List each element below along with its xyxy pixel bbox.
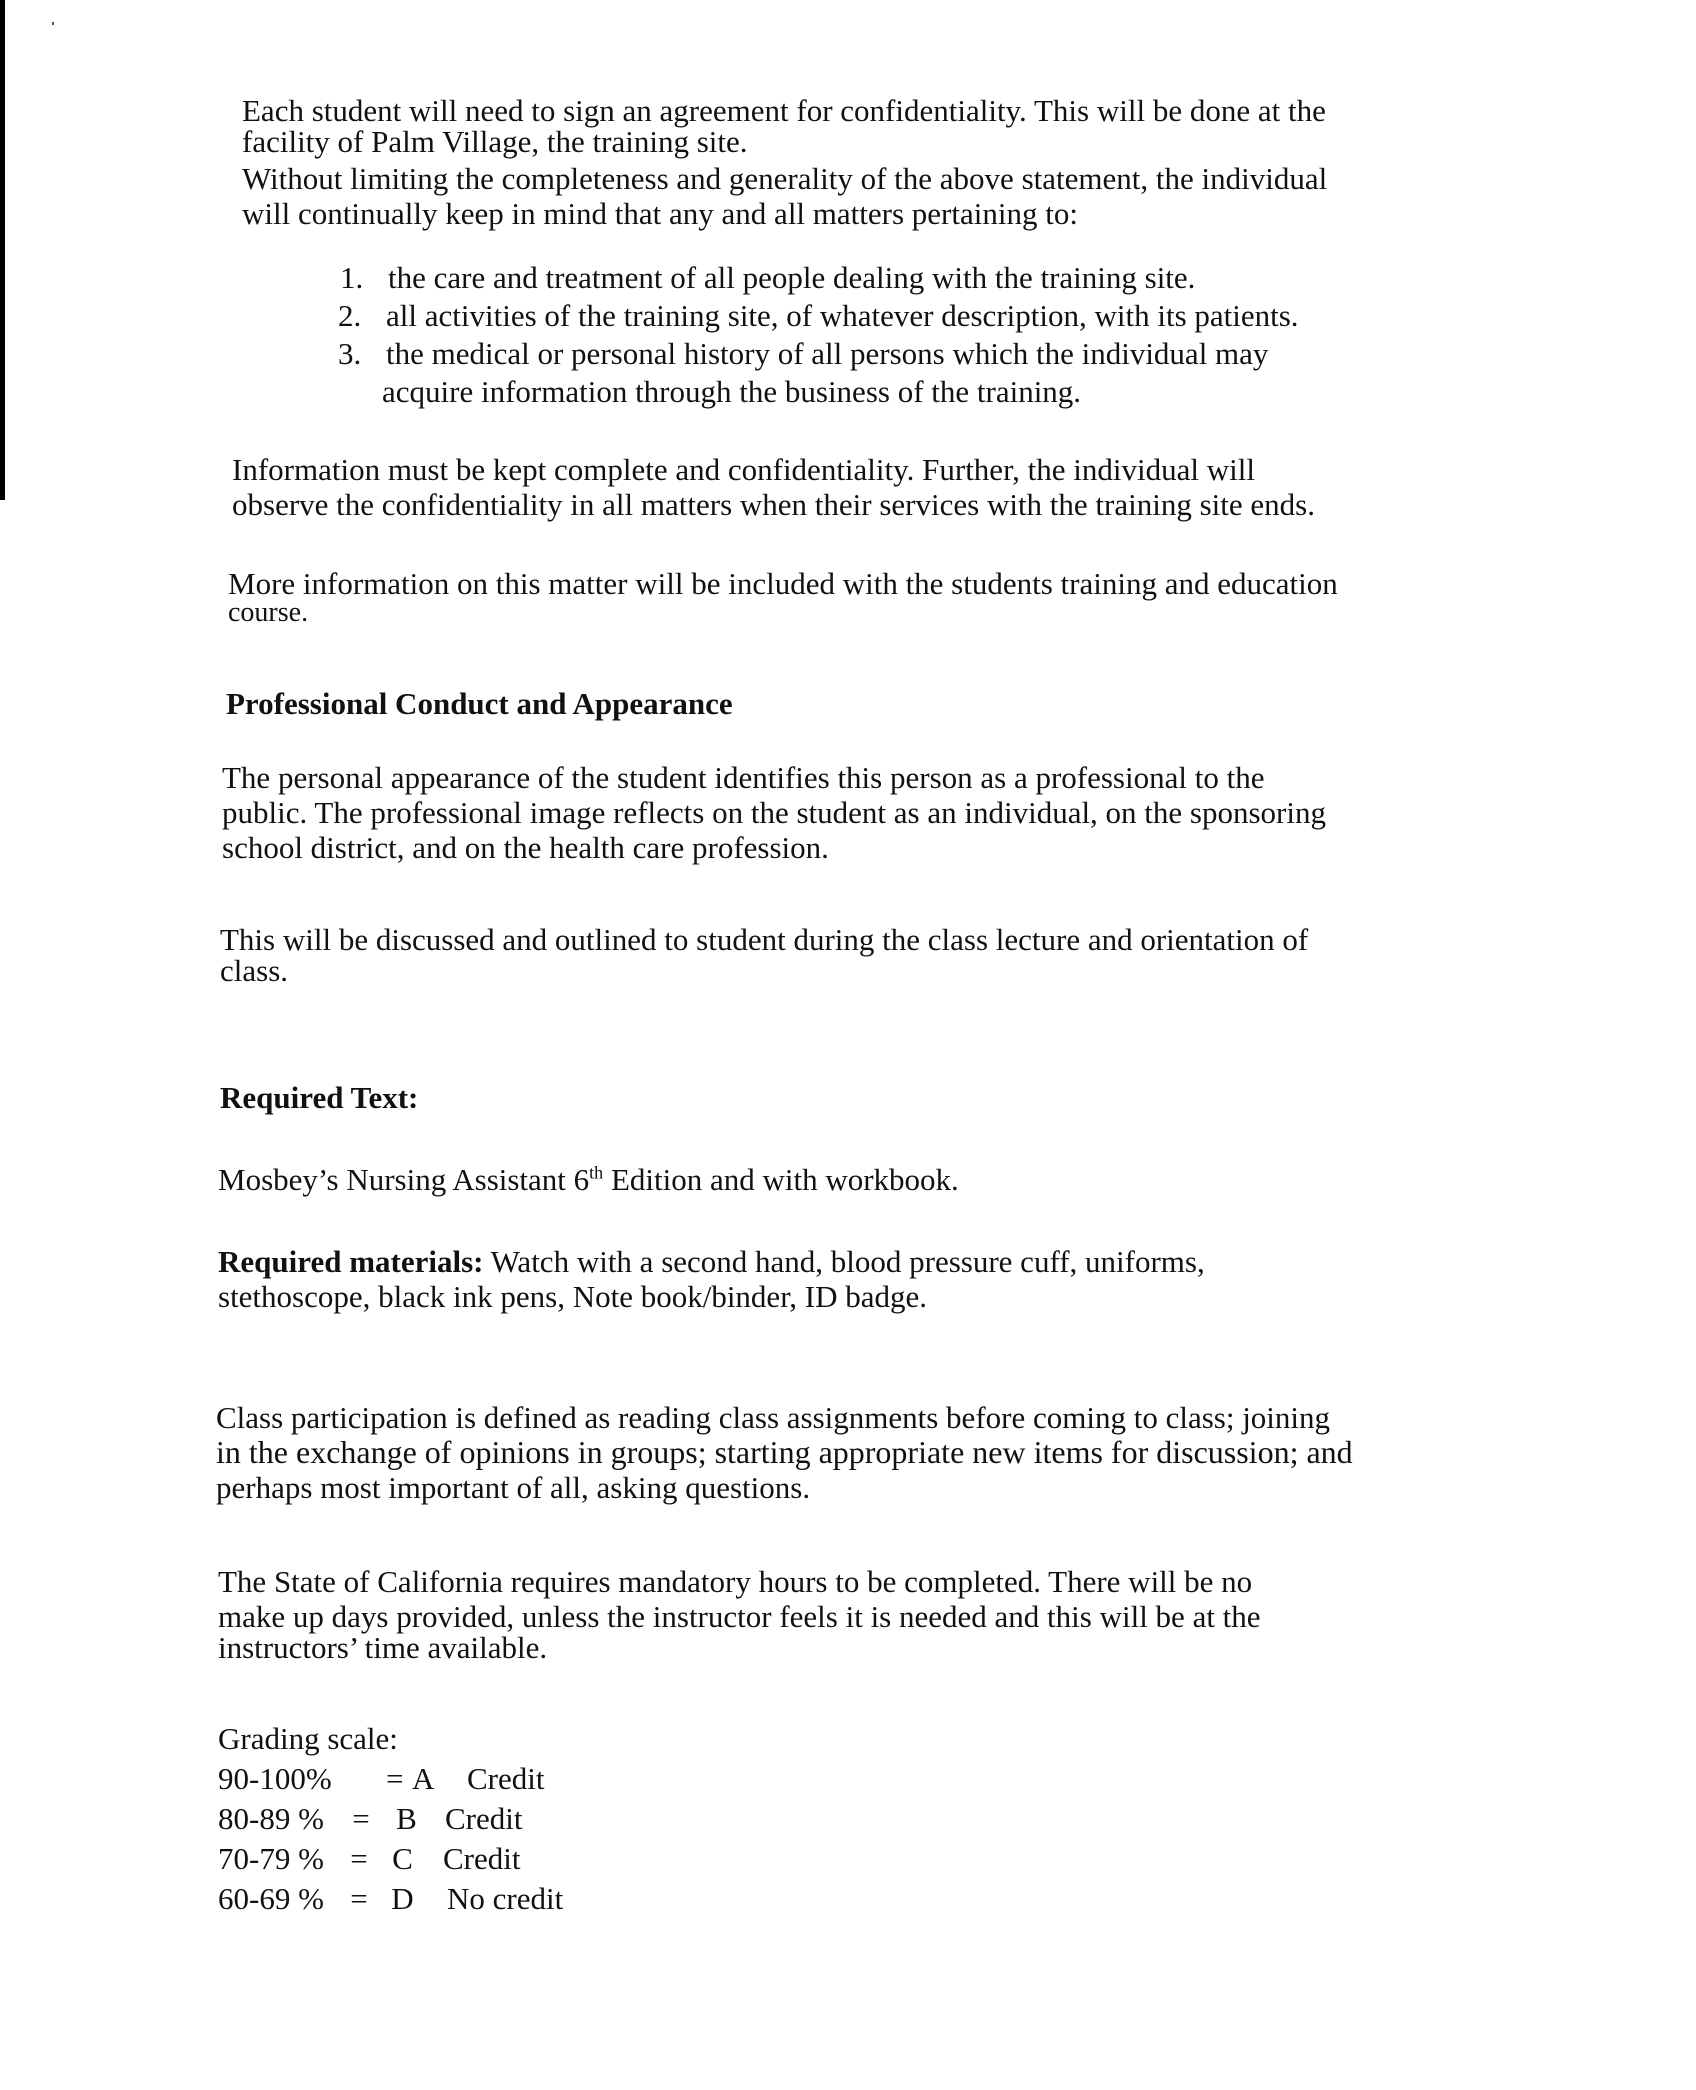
list-text: acquire information through the business of the training. xyxy=(382,374,1082,409)
text-line: Information must be kept complete and confidentiality. Further, the individual will xyxy=(232,452,1255,487)
scan-speck xyxy=(52,22,54,25)
list-text: all activities of the training site, of whatever description, with its patients. xyxy=(386,298,1299,333)
grade-row xyxy=(218,1760,545,1798)
text-line: Without limiting the completeness and generality of the above statement, the individual xyxy=(242,161,1328,196)
list-text: the medical or personal history of all persons which the individual may xyxy=(386,336,1269,371)
text-line: Class participation is defined as reading class assignments before coming to class; joining xyxy=(216,1400,1331,1435)
list-number: 1. xyxy=(340,260,364,295)
text-line: This will be discussed and outlined to student during the class lecture and orientation of xyxy=(220,922,1309,957)
grade-row xyxy=(218,1840,521,1878)
grade-range: 70-79 % xyxy=(218,1841,324,1876)
grade-range: 60-69 % xyxy=(218,1881,324,1916)
grade-row xyxy=(218,1800,523,1838)
text-line: will continually keep in mind that any and all matters pertaining to: xyxy=(242,196,1078,231)
grading-title: Grading scale: xyxy=(218,1721,398,1756)
text-line: instructors’ time available. xyxy=(218,1630,548,1665)
grade-result: No credit xyxy=(447,1881,564,1916)
confidentiality-paragraph xyxy=(232,452,1315,522)
grade-equals: = xyxy=(350,1881,368,1916)
text-line: facility of Palm Village, the training site. xyxy=(242,124,748,159)
grade-range: 90-100% xyxy=(218,1761,332,1796)
list-item-continuation xyxy=(382,374,1081,409)
text-line: school district, and on the health care profession. xyxy=(222,830,829,865)
text-line xyxy=(218,1244,1205,1279)
list-number: 2. xyxy=(338,298,362,333)
text-line: stethoscope, black ink pens, Note book/binder, ID badge. xyxy=(218,1279,928,1314)
required-text-heading: Required Text: xyxy=(220,1080,419,1115)
text-line: The personal appearance of the student identifies this person as a professional to the xyxy=(222,760,1265,795)
grade-range: 80-89 % xyxy=(218,1801,324,1836)
text-line: make up days provided, unless the instructor feels it is needed and this will be at the xyxy=(218,1599,1261,1634)
state-requirement-paragraph xyxy=(218,1564,1261,1665)
grade-letter: D xyxy=(391,1881,414,1916)
participation-paragraph xyxy=(216,1400,1353,1505)
text-line: class. xyxy=(220,953,289,988)
text-line: perhaps most important of all, asking questions. xyxy=(216,1470,811,1505)
required-materials xyxy=(218,1244,1205,1314)
book-title-rest: Edition and with workbook. xyxy=(603,1162,959,1197)
grade-result: Credit xyxy=(467,1761,545,1796)
grade-row xyxy=(218,1880,563,1918)
grade-equals: = xyxy=(386,1761,404,1796)
text-line: More information on this matter will be included with the students training and education xyxy=(228,566,1338,601)
list-item xyxy=(338,298,1299,333)
section-heading: Professional Conduct and Appearance xyxy=(226,686,733,721)
list-item xyxy=(338,336,1268,371)
book-title: Mosbey’s Nursing Assistant 6 xyxy=(218,1162,590,1197)
confidentiality-paragraph xyxy=(228,566,1338,630)
list-number: 3. xyxy=(338,336,362,371)
grade-equals: = xyxy=(350,1841,368,1876)
required-materials-list: Watch with a second hand, blood pressure cuff, uniforms, xyxy=(483,1244,1205,1279)
text-line: public. The professional image reflects on the student as an individual, on the sponsoring xyxy=(222,795,1326,830)
text-line: observe the confidentiality in all matters when their services with the training site ends. xyxy=(232,487,1315,522)
required-book xyxy=(218,1162,959,1197)
book-edition-suffix: th xyxy=(589,1162,604,1183)
grade-result: Credit xyxy=(443,1841,521,1876)
confidentiality-paragraph xyxy=(242,92,1327,232)
scan-binding-edge xyxy=(0,0,5,500)
conduct-paragraph xyxy=(220,922,1308,988)
grade-letter: C xyxy=(392,1841,413,1876)
grade-result: Credit xyxy=(445,1801,523,1836)
grade-letter: A xyxy=(412,1761,435,1796)
required-materials-label: Required materials: xyxy=(218,1244,484,1279)
text-line: in the exchange of opinions in groups; starting appropriate new items for discussion; and xyxy=(216,1434,1353,1470)
conduct-paragraph xyxy=(222,760,1326,865)
text-line: Each student will need to sign an agreement for confidentiality. This will be done at the xyxy=(242,93,1326,128)
grade-letter: B xyxy=(396,1801,417,1836)
text-line: course. xyxy=(228,597,309,628)
text-line: The State of California requires mandatory hours to be completed. There will be no xyxy=(218,1564,1253,1599)
grade-equals: = xyxy=(352,1801,370,1836)
list-text: the care and treatment of all people dealing with the training site. xyxy=(388,260,1196,295)
list-item xyxy=(340,260,1195,295)
